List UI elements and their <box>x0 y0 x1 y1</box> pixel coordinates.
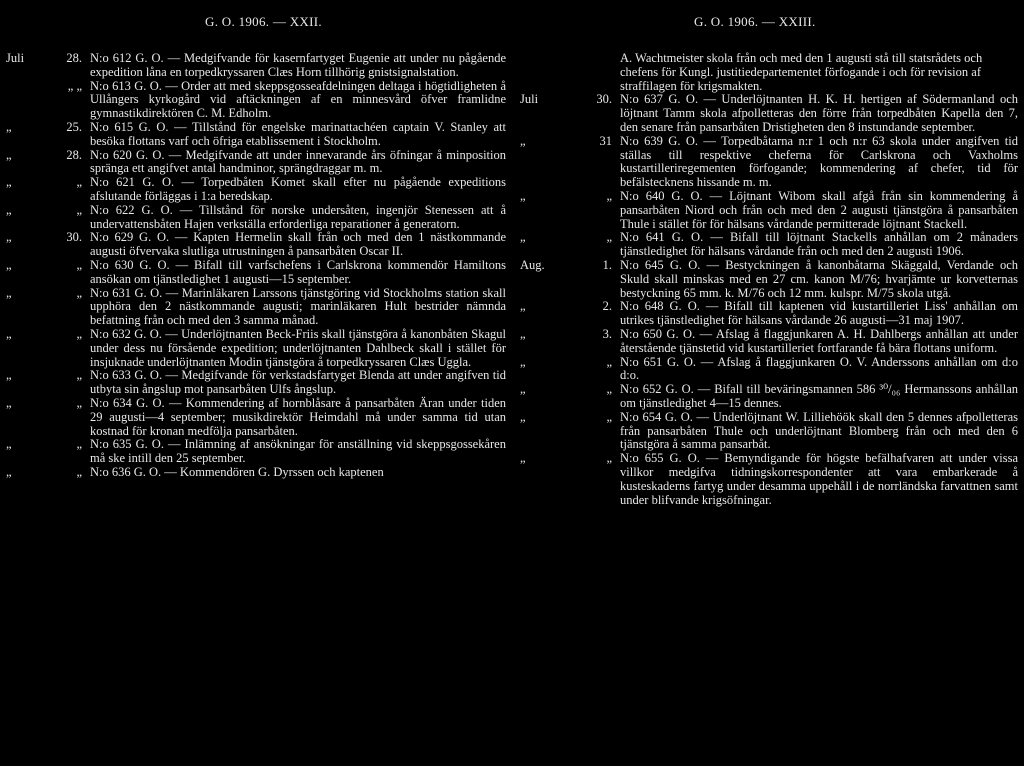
entry-text: N:o 648 G. O. — Bifall till kaptenen vid kustartilleriet Liss' anhållan om utrikes tjänstledighet för hälsans vårdande 26 augusti—31 maj 1907. <box>620 299 1018 328</box>
order-entry <box>512 190 1024 231</box>
order-entry <box>512 383 1024 411</box>
entry-day: 1. <box>602 257 612 272</box>
entry-text: A. Wachtmeister skola från och med den 1 augusti stå till statsrådets och chefens för Kungl. justitiedepartementet förfogande i och för revision af straffilagen för krigsmakten. <box>620 51 983 93</box>
entry-text: N:o 651 G. O. — Afslag å flaggjunkaren O. V. Anderssons anhållan om d:o d:o. <box>620 354 1018 383</box>
entry-text: N:o 637 G. O. — Underlöjtnanten H. K. H. hertigen af Södermanland och löjtnant Tamm skola afpolletteras den förre från torpedbåten Kapella den 7, den senare från pansarbåten Dristigheten den 8 instundande september. <box>620 92 1018 134</box>
entry-month: „ <box>6 437 12 452</box>
entry-day: 30. <box>66 230 82 245</box>
entry-month: „ <box>520 230 526 245</box>
order-entry <box>6 466 506 480</box>
entry-day: „ <box>76 326 82 341</box>
entry-day: „ <box>76 257 82 272</box>
right-entries <box>512 52 1024 507</box>
entry-day: „ <box>76 464 82 479</box>
entry-month: „ <box>6 368 12 383</box>
entry-text: N:o 641 G. O. — Bifall till löjtnant Stackells anhållan om 2 månaders tjänstledighet för hälsans vårdande från och med den 2 augusti 1906. <box>620 230 1018 259</box>
entry-text: N:o 622 G. O. — Tillstånd för norske undersåten, ingenjör Stenessen att å undervattensbåten Hajen verkställa erforderliga reparationer å generatorn. <box>90 202 506 231</box>
entry-month: „ <box>6 395 12 410</box>
entry-month: „ <box>520 451 526 466</box>
order-entry <box>6 52 506 80</box>
entry-text: N:o 620 G. O. — Medgifvande att under innevarande års öfningar å minposition spränga ett angifvet antal handminor, sprängdraggar m. m. <box>90 147 506 176</box>
entry-text: N:o 632 G. O. — Underlöjtnanten Beck-Friis skall tjänstgöra å kanonbåten Skagul under dess nu försående expedition; underlöjtnanten Dahlbeck skall i stället för insjuknade underlöjtnanten Modin tjänstgöra å torpedkryssaren Clæs Uggla. <box>90 326 506 369</box>
entry-day: 28. <box>66 147 82 162</box>
right-page <box>512 0 1024 766</box>
order-entry <box>6 176 506 204</box>
entry-text: N:o 650 G. O. — Afslag å flaggjunkaren A. H. Dahlbergs anhållan att under återstående tjänstetid vid kustartilleriet fortfarande få bära flottans uniform. <box>620 326 1018 355</box>
order-entry <box>6 369 506 397</box>
entry-text: N:o 645 G. O. — Bestyckningen å kanonbåtarna Skäggald, Verdande och Skuld skall minskas med en 27 cm. kanon M/76; hvarjämte ur korvetternas bestyckning 65 mm. k. M/76 och 12 mm. kulspr. M/75 skola utgå. <box>620 257 1018 300</box>
entry-day: „ <box>606 382 612 397</box>
entry-text: N:o 615 G. O. — Tillstånd för engelske marinattachéen captain V. Stanley att besöka flottans varf och öfriga etablissement i Stockholm. <box>90 119 506 148</box>
order-entry <box>512 135 1024 190</box>
entry-day: „ „ <box>67 78 82 93</box>
entry-month: „ <box>520 354 526 369</box>
entry-month: Juli <box>520 92 539 107</box>
left-entries <box>6 52 506 480</box>
entry-text: N:o 639 G. O. — Torpedbåtarna n:r 1 och n:r 63 skola under angifven tid ställas till respektive cheferna för Carlskrona och Vaxholms kustartilleriregementen förfogande; kommendering af chefer, tid för befälstecknens hissande m. m. <box>620 133 1018 190</box>
entry-text: N:o 613 G. O. — Order att med skeppsgosseafdelningen deltaga i högtidligheten å Ullångers kyrkogård vid aftäckningen af en minnesvård öfver framlidne gymnastikdirektören C. M. Edholm. <box>90 78 506 121</box>
left-running-head: G. O. 1906. — XXII. <box>205 14 322 29</box>
entry-text: N:o 652 G. O. — Bifall till beväringsmannen 586 ³⁰/₀₆ Hermanssons anhållan om tjänstledighet 4—15 dennes. <box>620 382 1018 410</box>
entry-day: „ <box>606 451 612 466</box>
entry-day: 25. <box>66 119 82 134</box>
entry-text: N:o 612 G. O. — Medgifvande för kasernfartyget Eugenie att under nu pågående expedition låna en torpedkryssaren Clæs Horn tillhörig gnistsignalstation. <box>90 51 506 79</box>
entry-day: „ <box>76 437 82 452</box>
entry-month: „ <box>6 285 12 300</box>
entry-text: N:o 630 G. O. — Bifall till varfschefens i Carlskrona kommendör Hamiltons ansökan om tjänstledighet 1 augusti—15 september. <box>90 257 506 286</box>
order-entry <box>6 287 506 328</box>
order-entry <box>512 93 1024 134</box>
order-entry <box>6 204 506 232</box>
order-entry <box>512 356 1024 384</box>
order-entry <box>512 300 1024 328</box>
entry-month: „ <box>520 133 526 148</box>
order-entry <box>512 259 1024 300</box>
entry-month: „ <box>6 202 12 217</box>
entry-month: „ <box>6 464 12 479</box>
entry-day: „ <box>606 230 612 245</box>
entry-day: 28. <box>66 51 82 65</box>
entry-month: „ <box>6 147 12 162</box>
entry-day: „ <box>76 395 82 410</box>
entry-text: N:o 655 G. O. — Bemyndigande för högste befälhafvaren att under vissa villkor medgifva tidningskorrespondenter att vara embarkerade å kusteskaderns fartyg under desamma uppehåll i de norrländska farvattnen samt under blifvande krigsöfningar. <box>620 451 1018 507</box>
entry-text: N:o 634 G. O. — Kommendering af hornblåsare å pansarbåten Äran under tiden 29 augusti—4 september; musikdirektör Heimdahl må under samma tid utan kostnad för kronan medfölja pansarbåten. <box>90 395 506 438</box>
entry-month: „ <box>520 299 526 314</box>
entry-text: N:o 640 G. O. — Löjtnant Wibom skall afgå från sin kommendering å pansarbåten Niord och från och med den 2 augusti tjänstgöra å pansarbåten Thule i stället för för hälsans vårdande permitterade löjtnant Stackell. <box>620 188 1018 231</box>
entry-day: „ <box>606 188 612 203</box>
entry-month: Aug. <box>520 257 545 272</box>
entry-day: „ <box>76 285 82 300</box>
entry-month: „ <box>6 326 12 341</box>
entry-day: 30. <box>596 92 612 107</box>
entry-month: „ <box>6 175 12 190</box>
entry-day: „ <box>76 175 82 190</box>
entry-day: 3. <box>602 326 612 341</box>
entry-text: N:o 633 G. O. — Medgifvande för verkstadsfartyget Blenda att under angifven tid utbyta sin ångslup mot pansarbåten Ulfs ångslup. <box>90 368 506 397</box>
entry-text: N:o 635 G. O. — Inlämning af ansökningar för anställning vid skeppsgossekåren må ske intill den 25 september. <box>90 437 506 466</box>
order-entry <box>512 231 1024 259</box>
entry-month: „ <box>520 382 526 397</box>
order-entry <box>512 52 1024 93</box>
entry-text: N:o 654 G. O. — Underlöjtnant W. Lilliehöök skall den 5 dennes afpolletteras från pansarbåten Thule och underlöjtnant Blomberg från och med den 6 tjänstgöra å samma pansarbåt. <box>620 409 1018 452</box>
order-entry <box>6 149 506 177</box>
entry-month: „ <box>520 188 526 203</box>
entry-text: N:o 621 G. O. — Torpedbåten Komet skall efter nu pågående expeditions afslutande förläggas i 1:a beredskap. <box>90 175 506 203</box>
order-entry <box>512 328 1024 356</box>
entry-day: 2. <box>602 299 612 314</box>
right-running-head: G. O. 1906. — XXIII. <box>694 14 816 29</box>
entry-day: „ <box>76 368 82 383</box>
order-entry <box>6 231 506 259</box>
order-entry <box>6 80 506 121</box>
order-entry <box>6 397 506 438</box>
entry-month: „ <box>6 119 12 134</box>
entry-day: „ <box>606 409 612 424</box>
entry-text: N:o 631 G. O. — Marinläkaren Larssons tjänstgöring vid Stockholms station skall upphöra den 2 nästkommande augusti; marinläkaren Hult bestrider nämnda befattning från och med den 3 samma månad. <box>90 285 506 328</box>
entry-month: Juli <box>6 51 25 65</box>
order-entry <box>512 411 1024 452</box>
entry-month: „ <box>520 326 526 341</box>
order-entry <box>6 259 506 287</box>
entry-text: N:o 629 G. O. — Kapten Hermelin skall från och med den 1 nästkommande augusti öfvervaka slutliga utrustningen å pansarbåten Oscar II. <box>90 230 506 259</box>
entry-day: 31 <box>599 133 612 148</box>
entry-day: „ <box>76 202 82 217</box>
entry-month: „ <box>6 257 12 272</box>
entry-day: „ <box>606 354 612 369</box>
order-entry <box>6 328 506 369</box>
order-entry <box>6 438 506 466</box>
order-entry <box>512 452 1024 507</box>
order-entry <box>6 121 506 149</box>
entry-text: N:o 636 G. O. — Kommendören G. Dyrssen och kaptenen <box>90 464 384 479</box>
entry-month: „ <box>6 230 12 245</box>
entry-month: „ <box>520 409 526 424</box>
